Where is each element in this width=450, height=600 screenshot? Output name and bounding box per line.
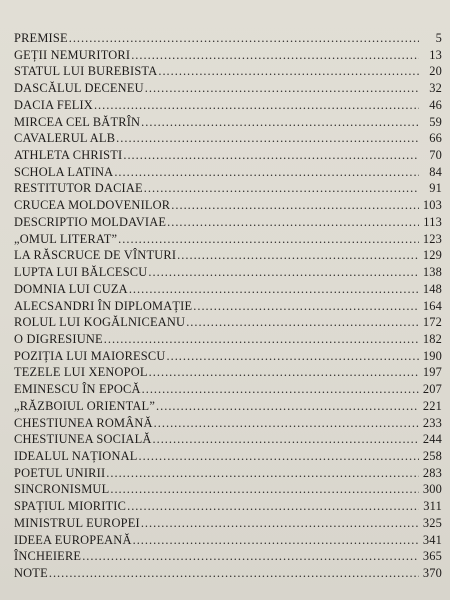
toc-entry-page-number: 182 [422, 331, 442, 346]
toc-entry-title: „OMUL LITERAT” [14, 231, 118, 246]
toc-entry-page-number: 91 [429, 181, 442, 196]
toc-entry-page-number: 341 [422, 532, 442, 547]
dot-leader [141, 114, 419, 131]
toc-entry-title: RESTITUTOR DACIAE [14, 181, 143, 196]
toc-entry-title: ATHLETA CHRISTI [14, 148, 123, 163]
dot-leader [116, 130, 419, 147]
toc-entry-title: IDEEA EUROPEANĂ [14, 532, 132, 547]
dot-leader [149, 364, 419, 381]
toc-entry-title: ALECSANDRI ÎN DIPLOMAȚIE [14, 298, 193, 313]
toc-entry-title: GEȚII NEMURITORI [14, 47, 131, 62]
toc-entry [14, 431, 442, 448]
toc-entry [14, 565, 442, 582]
toc-entry-title: „RĂZBOIUL ORIENTAL” [14, 398, 156, 413]
toc-entry-title: CRUCEA MOLDOVENILOR [14, 198, 171, 213]
toc-entry [14, 381, 442, 398]
toc-entry-page-number: 258 [422, 448, 442, 463]
toc-entry [14, 47, 442, 64]
toc-entry-page-number: 300 [422, 482, 442, 497]
toc-entry-page-number: 370 [422, 566, 442, 580]
toc-entry-title: DOMNIA LUI CUZA [14, 281, 128, 296]
toc-entry-page-number: 13 [429, 47, 442, 62]
toc-entry-title: CHESTIUNEA SOCIALĂ [14, 432, 152, 447]
dot-leader [94, 97, 419, 114]
toc-entry [14, 281, 442, 298]
toc-entry-title: PREMISE [14, 31, 68, 45]
toc-entry-page-number: 59 [429, 114, 442, 129]
toc-entry [14, 298, 442, 315]
dot-leader [123, 147, 419, 164]
toc-entry-title: SCHOLA LATINA [14, 164, 114, 179]
toc-entry-page-number: 365 [422, 549, 442, 564]
dot-leader [106, 465, 419, 482]
toc-entry-title: MIRCEA CEL BĂTRÎN [14, 114, 141, 129]
dot-leader [148, 264, 419, 281]
toc-entry-title: POETUL UNIRII [14, 465, 106, 480]
toc-entry-page-number: 138 [422, 265, 442, 280]
toc-entry [14, 398, 442, 415]
toc-entry-page-number: 221 [422, 398, 442, 413]
toc-entry [14, 498, 442, 515]
dot-leader [144, 180, 419, 197]
toc-entry-page-number: 148 [422, 281, 442, 296]
toc-entry-title: CHESTIUNEA ROMÂNĂ [14, 415, 153, 430]
toc-entry [14, 364, 442, 381]
toc-entry-page-number: 325 [422, 515, 442, 530]
toc-entry-page-number: 244 [422, 432, 442, 447]
toc-entry-page-number: 70 [429, 148, 442, 163]
toc-entry-page-number: 311 [423, 499, 442, 514]
toc-entry-page-number: 129 [422, 248, 442, 263]
toc-entry [14, 481, 442, 498]
toc-entry-title: SINCRONISMUL [14, 482, 110, 497]
toc-entry-page-number: 84 [429, 164, 442, 179]
toc-entry-page-number: 207 [422, 382, 442, 397]
toc-entry-page-number: 5 [435, 31, 442, 45]
toc-entry-title: O DIGRESIUNE [14, 331, 103, 346]
toc-entry [14, 532, 442, 549]
dot-leader [133, 532, 419, 549]
toc-entry [14, 331, 442, 348]
toc-entry [14, 264, 442, 281]
toc-entry [14, 548, 442, 565]
dot-leader [82, 548, 419, 565]
dot-leader [153, 431, 420, 448]
toc-entry-title: POZIȚIA LUI MAIORESCU [14, 348, 166, 363]
dot-leader [129, 281, 419, 298]
dot-leader [167, 214, 419, 231]
toc-entry-title: DASCĂLUL DECENEU [14, 81, 144, 96]
dot-leader [127, 498, 419, 515]
dot-leader [141, 515, 419, 532]
toc-entry [14, 114, 442, 131]
toc-entry-page-number: 113 [423, 214, 442, 229]
dot-leader [186, 314, 419, 331]
dot-leader [158, 63, 419, 80]
toc-entry-title: SPAȚIUL MIORITIC [14, 499, 127, 514]
toc-entry [14, 448, 442, 465]
toc-entry-page-number: 46 [429, 97, 442, 112]
toc-entry-title: ÎNCHEIERE [14, 549, 82, 564]
toc-entry [14, 465, 442, 482]
dot-leader [49, 565, 419, 582]
toc-entry-title: MINISTRUL EUROPEI [14, 515, 140, 530]
toc-entry-title: IDEALUL NAȚIONAL [14, 448, 138, 463]
dot-leader [69, 30, 419, 47]
toc-entry-page-number: 103 [422, 198, 442, 213]
toc-entry-page-number: 283 [422, 465, 442, 480]
toc-entry-page-number: 164 [422, 298, 442, 313]
toc-entry [14, 348, 442, 365]
toc-entry [14, 164, 442, 181]
toc-entry-title: ROLUL LUI KOGĂLNICEANU [14, 315, 186, 330]
dot-leader [104, 331, 419, 348]
dot-leader [145, 80, 419, 97]
toc-entry [14, 30, 442, 47]
toc-entry-title: TEZELE LUI XENOPOL [14, 365, 148, 380]
toc-entry [14, 415, 442, 432]
toc-entry-page-number: 20 [429, 64, 442, 79]
dot-leader [114, 164, 419, 181]
toc-entry [14, 231, 442, 248]
toc-entry [14, 97, 442, 114]
toc-entry [14, 197, 442, 214]
dot-leader [118, 231, 419, 248]
toc-entry [14, 314, 442, 331]
toc-entry [14, 180, 442, 197]
toc-entry-title: LA RĂSCRUCE DE VÎNTURI [14, 248, 177, 263]
toc-entry-page-number: 233 [422, 415, 442, 430]
dot-leader [139, 448, 419, 465]
dot-leader [193, 298, 419, 315]
toc-entry-page-number: 123 [422, 231, 442, 246]
toc-entry-title: NOTE [14, 566, 48, 580]
toc-entry-page-number: 66 [429, 131, 442, 146]
toc-entry-title: CAVALERUL ALB [14, 131, 116, 146]
toc-entry-page-number: 32 [429, 81, 442, 96]
dot-leader [177, 247, 419, 264]
dot-leader [156, 398, 419, 415]
toc-entry-title: LUPTA LUI BĂLCESCU [14, 265, 148, 280]
toc-entry-title: EMINESCU ÎN EPOCĂ [14, 382, 141, 397]
dot-leader [142, 381, 419, 398]
toc-entry-page-number: 190 [422, 348, 442, 363]
toc-entry [14, 63, 442, 80]
toc-entry [14, 80, 442, 97]
dot-leader [171, 197, 419, 214]
toc-entry [14, 214, 442, 231]
toc-entry-title: DESCRIPTIO MOLDAVIAE [14, 214, 167, 229]
toc-entry [14, 147, 442, 164]
dot-leader [167, 348, 419, 365]
toc-entry [14, 247, 442, 264]
table-of-contents [14, 30, 442, 582]
toc-entry-title: DACIA FELIX [14, 97, 93, 112]
toc-entry-page-number: 172 [422, 315, 442, 330]
dot-leader [110, 481, 419, 498]
dot-leader [131, 47, 419, 64]
toc-entry-title: STATUL LUI BUREBISTA [14, 64, 158, 79]
toc-entry [14, 130, 442, 147]
toc-entry-page-number: 197 [422, 365, 442, 380]
dot-leader [154, 415, 419, 432]
toc-entry [14, 515, 442, 532]
